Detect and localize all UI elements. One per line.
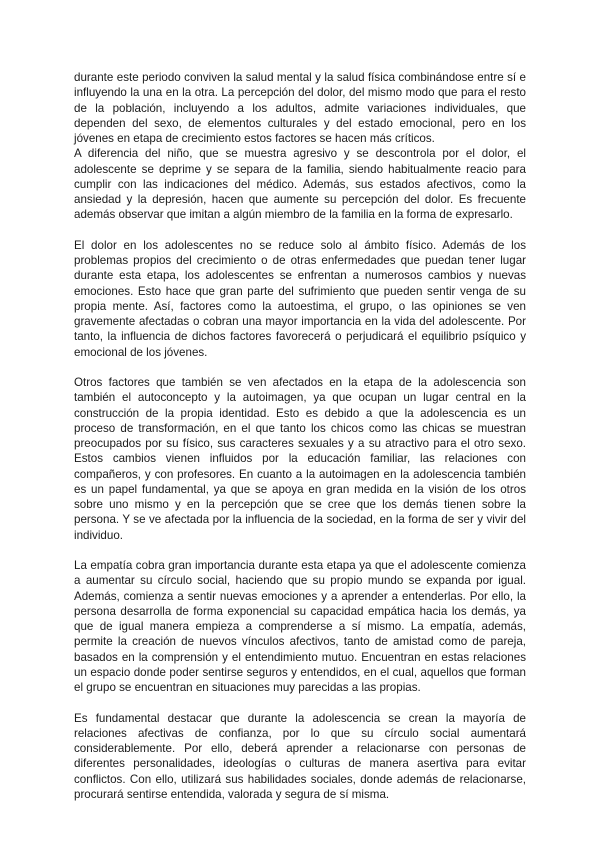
paragraph-1: durante este periodo conviven la salud mental y la salud física combinándose entre sí e influyendo la una en la otra. La percepción del dolor, del mismo modo que para el resto de la población, incluyendo a los adultos, admite variaciones individuales, que dependen del sexo, de elementos culturales y del estado emocional, pero en los jóvenes en etapa de crecimiento estos factores se hacen más críticos. [74, 71, 526, 145]
paragraph-4: Otros factores que también se ven afectados en la etapa de la adolescencia son también el autoconcepto y la autoimagen, ya que ocupan un lugar central en la construcción de la propia identidad. Esto es debido a que la adolescencia es un proceso de transformación, en el que tanto los chicos como las chicas se muestran preocupados por su físico, sus caracteres sexuales y a su atractivo para el otro sexo. Estos cambios vienen influidos por la educación familiar, las relaciones con compañeros, y con profesores. En cuanto a la autoimagen en la adolescencia también es un papel fundamental, ya que se apoya en gran medida en la visión de los otros sobre uno mismo y en la percepción que se cree que los demás tienen sobre la persona. Y se ve afectada por la influencia de la sociedad, en la forma de ser y vivir del individuo. [74, 376, 526, 542]
paragraph-5: La empatía cobra gran importancia durante esta etapa ya que el adolescente comienza a aumentar su círculo social, haciendo que su propio mundo se expanda por igual. Además, comienza a sentir nuevas emociones y a aprender a entenderlas. Por ello, la persona desarrolla de forma exponencial su capacidad empática hacia los demás, ya que de igual manera empieza a comprenderse a sí mismo. La empatía, además, permite la creación de nuevos vínculos afectivos, tanto de amistad como de pareja, basados en la comprensión y el entendimiento mutuo. Encuentran en estas relaciones un espacio donde poder sentirse seguros y entendidos, en el cual, aquellos que forman el grupo se encuentran en situaciones muy parecidas a las propias. [74, 559, 526, 694]
document-page [74, 70, 526, 802]
paragraph-2: A diferencia del niño, que se muestra agresivo y se descontrola por el dolor, el adolescente se deprime y se separa de la familia, siendo habitualmente reacio para cumplir con las indicaciones del médico. Además, sus estados afectivos, como la ansiedad y la depresión, hacen que aumente su percepción del dolor. Es frecuente además observar que imitan a algún miembro de la familia en la forma de expresarlo. [74, 147, 526, 222]
paragraph-6: Es fundamental destacar que durante la adolescencia se crean la mayoría de relaciones afectivas de confianza, por lo que su círculo social aumentará considerablemente. Por ello, deberá aprender a relacionarse con personas de diferentes personalidades, ideologías o culturas de manera asertiva para evitar conflictos. Con ello, utilizará sus habilidades sociales, donde además de relacionarse, procurará sentirse entendida, valorada y segura de sí misma. [74, 711, 526, 801]
paragraph-3: El dolor en los adolescentes no se reduce solo al ámbito físico. Además de los problemas propios del crecimiento o de otras enfermedades que puedan tener lugar durante esta etapa, los adolescentes se enfrentan a numerosos cambios y nuevas emociones. Esto hace que gran parte del sufrimiento que pueden sentir venga de su propia mente. Así, factores como la autoestima, el grupo, o las opiniones se ven gravemente afectadas o cobran una mayor importancia en la vida del adolescente. Por tanto, la influencia de dichos factores favorecerá o perjudicará el equilibrio psíquico y emocional de los jóvenes. [74, 238, 526, 359]
